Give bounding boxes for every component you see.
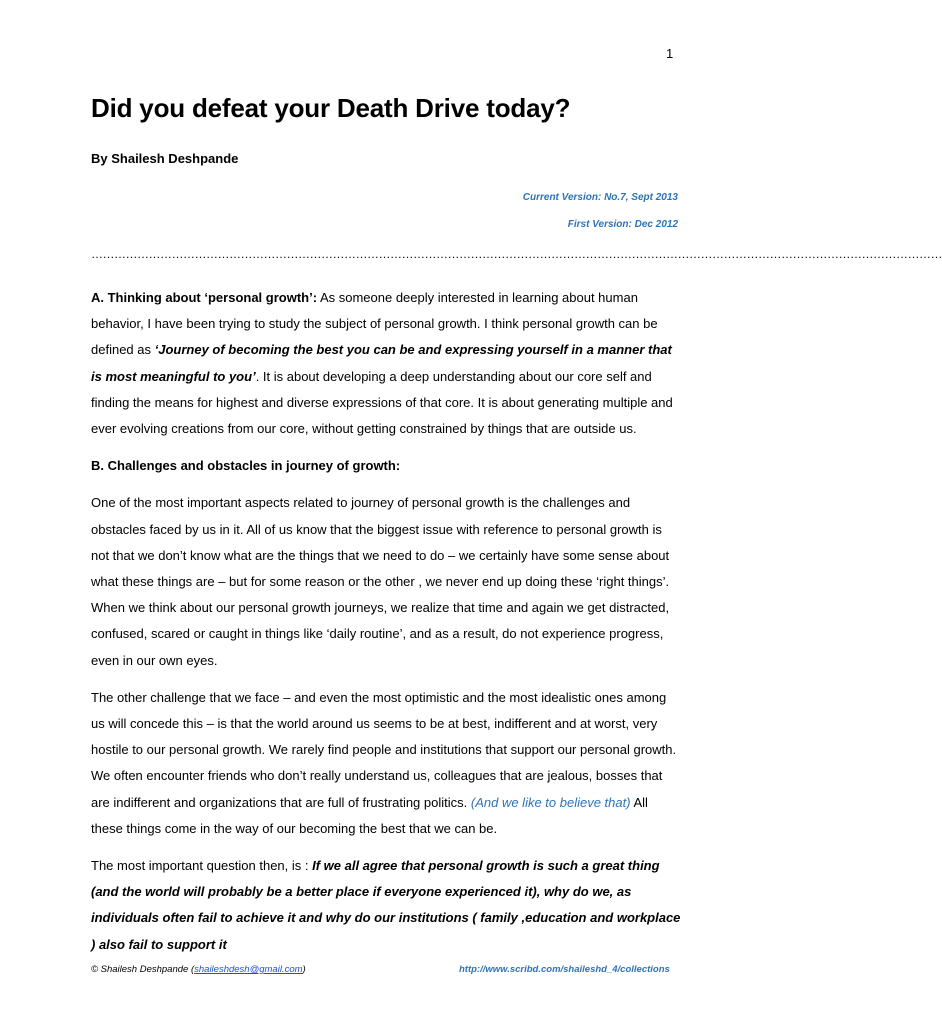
current-version-note: Current Version: No.7, Sept 2013 — [522, 192, 678, 203]
dotted-separator: …………………………………………………………………………………………………………………………………………………………………………………………………… — [91, 247, 942, 261]
section-a-intro: As someone deeply interested in learning about human behavior, I have been trying to study the subject of personal growth. I think personal growth can be defined as — [91, 290, 658, 358]
growth-definition: ‘Journey of becoming the best you can be and expressing yourself in a manner that is most meaningful to you’ — [91, 342, 672, 384]
section-b-paragraph-2-end: All these things come in the way of our becoming the best that we can be. — [91, 794, 648, 836]
section-b-paragraph-1: One of the most important aspects related to journey of personal growth is the challenges and obstacles faced by us in it. All of us know that the biggest issue with reference to personal growth is not that we don’t know what are the things that we need to do – we certainly have some sense about what these things are – but for some reason or the other , we never end up doing these ‘right things’. When we think about our personal growth journeys, we realize that time and again we get distracted, confused, scared or caught in things like ‘daily routine’, and as a result, do not experience progress, even in our own eyes. — [91, 495, 670, 668]
section-b-paragraph-2-start: The other challenge that we face – and even the most optimistic and the most idealistic ones among us will concede this – is that the world around us seems to be at best, indifferent and at worst, very hostile to our personal growth. We rarely find people and institutions that support our personal growth. We often encounter friends who don’t really understand us, colleagues that are jealous, bosses that are indifferent and organizations that are full of frustrating politics. — [91, 689, 677, 810]
section-a-rest: . It is about developing a deep understanding about our core self and finding the means for highest and diverse expressions of that core. It is about generating multiple and ever evolving creations from our core, without getting constrained by things that are outside us. — [91, 368, 673, 437]
document-title: Did you defeat your Death Drive today? — [91, 93, 571, 123]
footer-copyright-prefix: © Shailesh Deshpande ( — [91, 964, 195, 975]
key-question: If we all agree that personal growth is such a great thing (and the world will probably be a better place if everyone experienced it), why do we, as individuals often fail to achieve it and why do our institutions ( family ,education and workplace ) also fail to support it — [91, 858, 681, 952]
section-b-paragraph-3 — [91, 853, 681, 958]
footer-email-link[interactable]: shaileshdesh@gmail.com — [194, 964, 303, 975]
page-number: 1 — [666, 46, 674, 61]
footer-copyright — [91, 964, 306, 975]
section-b-heading: B. Challenges and obstacles in journey of growth: — [91, 458, 401, 474]
section-a-paragraph — [91, 285, 681, 442]
document-body — [91, 285, 681, 969]
section-b-paragraph-2 — [91, 685, 681, 842]
section-b-paragraph-3-start: The most important question then, is : — [91, 858, 313, 874]
author-byline: By Shailesh Deshpande — [91, 151, 239, 166]
section-b-aside: (And we like to believe that) — [470, 794, 631, 810]
footer-copyright-suffix: ) — [302, 964, 306, 975]
footer-url-link[interactable]: http://www.scribd.com/shaileshd_4/collections — [459, 964, 670, 975]
first-version-note: First Version: Dec 2012 — [567, 219, 678, 230]
section-a-heading: A. Thinking about ‘personal growth’: — [91, 290, 318, 305]
